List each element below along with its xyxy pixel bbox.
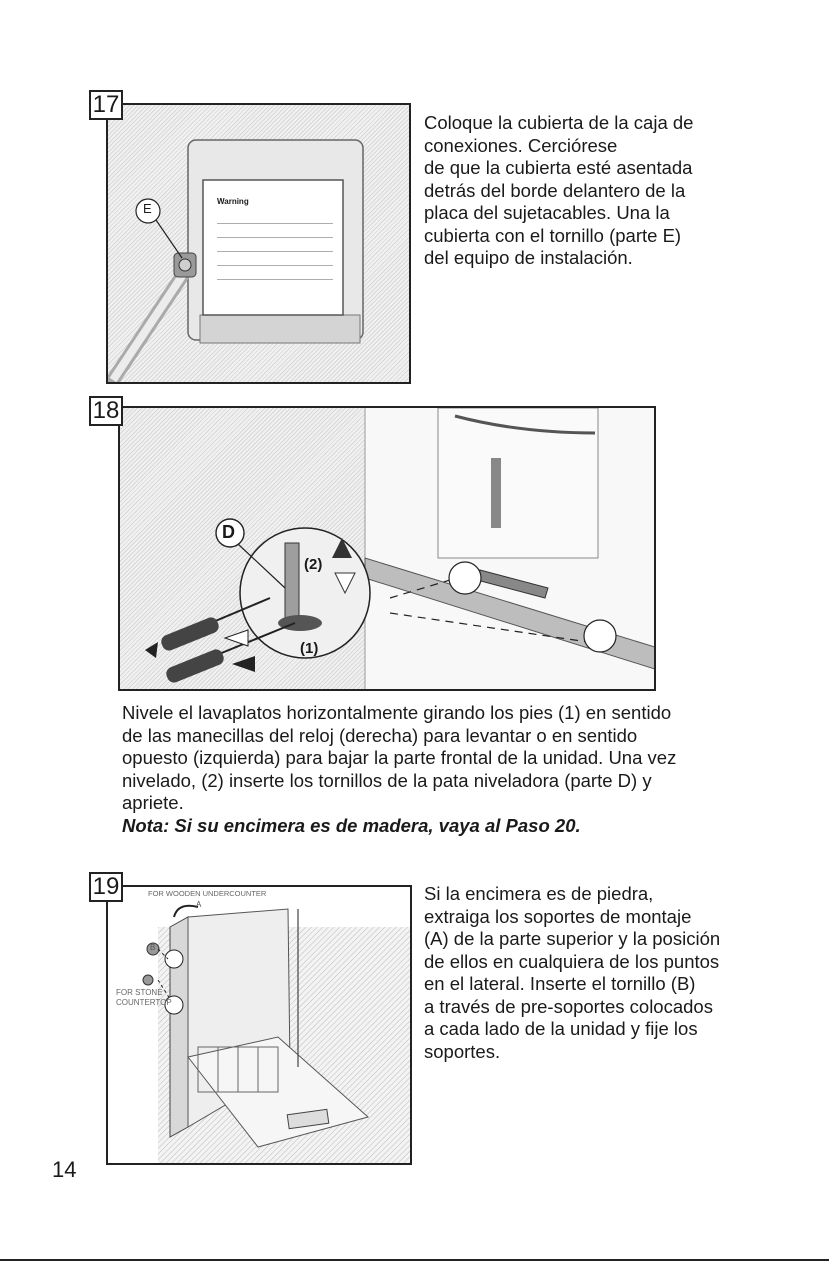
leveling-feet-drawing: [120, 408, 656, 691]
text-line: apriete.: [122, 792, 184, 813]
label-a: A: [196, 900, 202, 909]
warning-label-title: Warning: [217, 197, 249, 206]
step-19-illustration: [106, 885, 412, 1165]
text-line: nivelado, (2) inserte los tornillos de la pata niveladora (parte D) y: [122, 769, 652, 791]
step-18-number: 18: [89, 396, 123, 426]
callout-d: D: [222, 522, 235, 542]
callout-e: E: [143, 201, 152, 216]
page-number: 14: [52, 1157, 77, 1182]
text-line: Si la encimera es de piedra,: [424, 883, 654, 904]
text-line: a través de pre-soportes colocados: [424, 995, 713, 1017]
text-line: conexiones. Cerciórese: [424, 134, 618, 156]
step-19-number: 19: [89, 872, 123, 902]
label-countertop: COUNTERTOP: [116, 998, 172, 1007]
text-line: opuesto (izquierda) para bajar la parte frontal de la unidad. Una vez: [122, 747, 677, 768]
text-line: Coloque la cubierta de la caja de: [424, 112, 694, 133]
text-line: cubierta con el tornillo (parte E): [424, 224, 682, 246]
step-18-illustration: [118, 406, 656, 691]
text-line: a cada lado de la unidad y fije los: [424, 1018, 698, 1039]
label-for-stone: FOR STONE: [116, 988, 163, 997]
text-line: de las manecillas del reloj (derecha) para levantar o en sentido: [122, 724, 638, 746]
text-line: de que la cubierta esté asentada: [424, 157, 693, 178]
step-18-text: [122, 702, 752, 837]
text-line: (A) de la parte superior y la posición: [424, 928, 721, 949]
text-line: detrás del borde delantero de la: [424, 179, 686, 201]
step-17-number: 17: [89, 90, 123, 120]
text-line: placa del sujetacables. Una la: [424, 202, 670, 223]
text-line: soportes.: [424, 1040, 501, 1062]
text-line: Nivele el lavaplatos horizontalmente girando los pies (1) en sentido: [122, 702, 672, 723]
text-line: en el lateral. Inserte el tornillo (B): [424, 973, 696, 994]
label-wooden-undercounter: FOR WOODEN UNDERCOUNTER: [148, 889, 267, 898]
text-line: de ellos en cualquiera de los puntos: [424, 950, 720, 972]
callout-screw: (2): [304, 556, 323, 573]
mounting-brackets-drawing: [108, 887, 412, 1165]
step-19-text: [424, 883, 754, 1063]
callout-foot: (1): [300, 640, 319, 657]
step-17-text: [424, 112, 724, 270]
step-17-illustration: [106, 103, 411, 384]
warning-label-lines: [217, 210, 333, 290]
text-line: extraiga los soportes de montaje: [424, 905, 692, 927]
step-18-note: Nota: Si su encimera es de madera, vaya al Paso 20.: [122, 814, 581, 836]
label-b: B: [150, 943, 156, 952]
text-line: del equipo de instalación.: [424, 247, 633, 268]
